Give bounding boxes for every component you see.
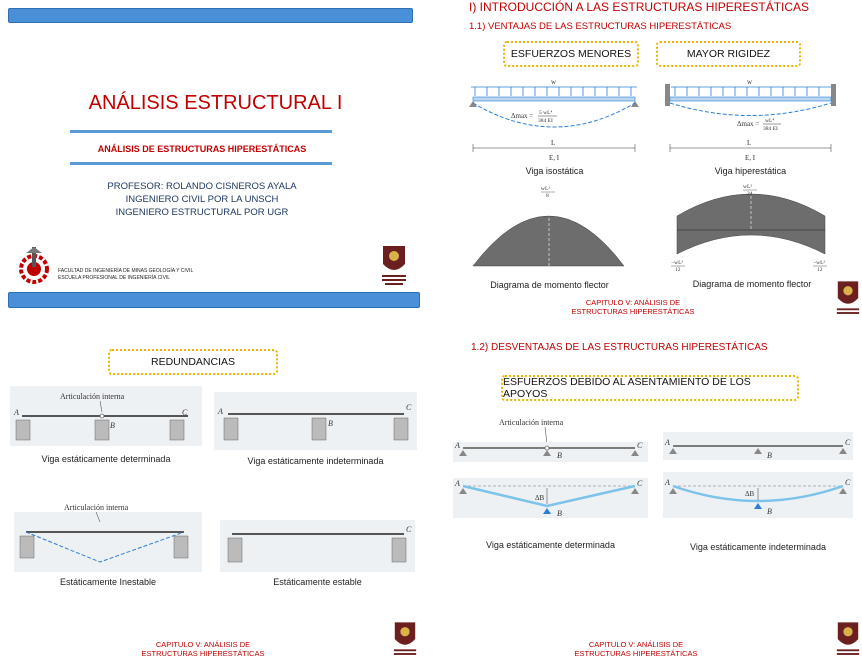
svg-text:−wL²: −wL² xyxy=(671,260,684,266)
svg-text:wL²: wL² xyxy=(743,184,752,190)
top-bar xyxy=(8,8,413,23)
svg-text:B: B xyxy=(557,509,562,518)
slide-title xyxy=(0,0,431,332)
svg-text:A: A xyxy=(665,438,670,447)
moment-caption-right: Diagrama de momento flector xyxy=(692,279,812,289)
svg-text:L: L xyxy=(747,139,752,147)
indeterminate-beam-figure xyxy=(214,392,417,450)
simply-supported-beam-figure xyxy=(467,76,642,166)
degree-line: INGENIERO CIVIL POR LA UNSCH xyxy=(125,194,279,205)
university-logo-icon xyxy=(835,278,861,322)
university-logo-icon xyxy=(380,244,408,288)
svg-text:B: B xyxy=(767,451,772,460)
page-title: ANÁLISIS ESTRUCTURAL I xyxy=(88,92,343,114)
settlement-determinate-figure xyxy=(453,412,648,522)
hinge-label: Articulación interna xyxy=(60,392,125,401)
caption-stable: Estáticamente estable xyxy=(273,577,362,587)
chapter-footer: CAPITULO V: ANÁLISIS DE ESTRUCTURAS HIPERESTÁTICAS xyxy=(574,640,698,658)
section-heading: 1.2) DESVENTAJAS DE LAS ESTRUCTURAS HIPERESTÁTICAS xyxy=(471,342,768,353)
caption-isostatic: Viga isostática xyxy=(525,166,584,176)
svg-text:A: A xyxy=(14,408,19,417)
bottom-bar xyxy=(8,292,420,308)
svg-text:A: A xyxy=(665,478,670,487)
moment-diagram-isostatic xyxy=(471,184,626,272)
moment-caption-left: Diagrama de momento flector xyxy=(490,280,609,290)
subtitle: ANÁLISIS DE ESTRUCTURAS HIPERESTÁTICAS xyxy=(97,144,307,154)
svg-text:B: B xyxy=(110,421,115,430)
caption-determinate: Viga estáticamente determinada xyxy=(41,454,171,464)
slide-disadvantages xyxy=(431,332,862,664)
caption-hyperstatic: Viga hiperestática xyxy=(714,166,787,176)
university-logo-icon xyxy=(392,620,418,662)
faculty-logo-icon xyxy=(18,245,50,289)
slide-advantages xyxy=(431,0,862,332)
moment-diagram-hyperstatic xyxy=(671,184,831,272)
svg-text:C: C xyxy=(406,525,412,534)
svg-text:8: 8 xyxy=(546,193,549,199)
professor-line: PROFESOR: ROLANDO CISNEROS AYALA xyxy=(107,181,297,192)
delta-b-label: ΔB xyxy=(535,494,545,502)
chapter-footer: CAPITULO V: ANÁLISIS DE ESTRUCTURAS HIPERESTÁTICAS xyxy=(141,640,265,658)
chapter-footer: CAPITULO V: ANÁLISIS DE ESTRUCTURAS HIPERESTÁTICAS xyxy=(571,298,695,316)
svg-text:B: B xyxy=(767,507,772,516)
author-block xyxy=(0,180,404,219)
load-label: w xyxy=(551,78,557,86)
svg-text:E, I: E, I xyxy=(745,154,756,162)
section-label: E, I xyxy=(549,154,560,162)
svg-text:C: C xyxy=(182,408,188,417)
school-name: ESCUELA PROFESIONAL DE INGENIERÍA CIVIL xyxy=(58,274,171,281)
specialty-line: INGENIERO ESTRUCTURAL POR UGR xyxy=(115,207,289,218)
svg-text:C: C xyxy=(637,441,643,450)
svg-text:wL²: wL² xyxy=(541,186,550,192)
span-label: L xyxy=(551,139,556,147)
svg-text:ΔB: ΔB xyxy=(745,490,755,498)
faculty-text xyxy=(58,268,193,281)
left-formula-top: 5 wL⁴ xyxy=(539,110,553,116)
svg-text:B: B xyxy=(328,419,333,428)
delta-max-label: Δmax = xyxy=(511,112,534,120)
left-formula-bottom: 384 EI xyxy=(538,118,553,124)
stable-beam-figure xyxy=(220,520,415,572)
svg-text:C: C xyxy=(406,403,412,412)
svg-text:C: C xyxy=(845,438,851,447)
subsection-heading: 1.1) VENTAJAS DE LAS ESTRUCTURAS HIPERESTÁTICAS xyxy=(469,21,732,32)
svg-text:12: 12 xyxy=(817,267,823,272)
caption-settlement-determinate: Viga estáticamente determinada xyxy=(486,540,615,550)
advantage-box-stress: ESFUERZOS MENORES xyxy=(503,41,639,67)
redundancy-box: REDUNDANCIAS xyxy=(108,349,278,375)
svg-text:−wL²: −wL² xyxy=(813,260,826,266)
svg-text:A: A xyxy=(218,407,223,416)
svg-text:Articulación interna: Articulación interna xyxy=(499,418,564,427)
determinate-beam-figure xyxy=(10,386,202,446)
svg-text:C: C xyxy=(637,479,643,488)
university-logo-icon xyxy=(835,620,861,662)
svg-text:12: 12 xyxy=(675,267,681,272)
divider-bottom xyxy=(70,162,332,165)
settlement-box: ESFUERZOS DEBIDO AL ASENTAMIENTO DE LOS APOYOS xyxy=(501,375,799,401)
unstable-beam-figure xyxy=(14,498,202,572)
caption-unstable: Estáticamente Inestable xyxy=(59,577,157,587)
svg-text:Δmax =: Δmax = xyxy=(737,120,760,128)
caption-indeterminate: Viga estáticamente indeterminada xyxy=(247,456,384,466)
svg-text:Articulación interna: Articulación interna xyxy=(64,503,129,512)
faculty-name: FACULTAD DE INGENIERÍA DE MINAS GEOLOGÍA Y CIVIL xyxy=(58,268,194,274)
divider-top xyxy=(70,130,332,133)
slide-redundancies xyxy=(0,332,431,664)
svg-text:A: A xyxy=(455,441,460,450)
fixed-beam-figure xyxy=(663,76,838,166)
caption-settlement-indeterminate: Viga estáticamente indeterminada xyxy=(690,542,826,552)
svg-text:384 EI: 384 EI xyxy=(763,126,778,132)
advantage-box-stiffness: MAYOR RIGIDEZ xyxy=(656,41,801,67)
svg-text:24: 24 xyxy=(747,191,753,197)
svg-text:A: A xyxy=(455,479,460,488)
svg-text:C: C xyxy=(845,478,851,487)
svg-text:w: w xyxy=(747,78,753,86)
settlement-indeterminate-figure xyxy=(663,432,853,522)
section-heading: I) INTRODUCCIÓN A LAS ESTRUCTURAS HIPERESTÁTICAS xyxy=(469,0,810,14)
svg-text:wL⁴: wL⁴ xyxy=(765,118,775,124)
svg-text:B: B xyxy=(557,451,562,460)
